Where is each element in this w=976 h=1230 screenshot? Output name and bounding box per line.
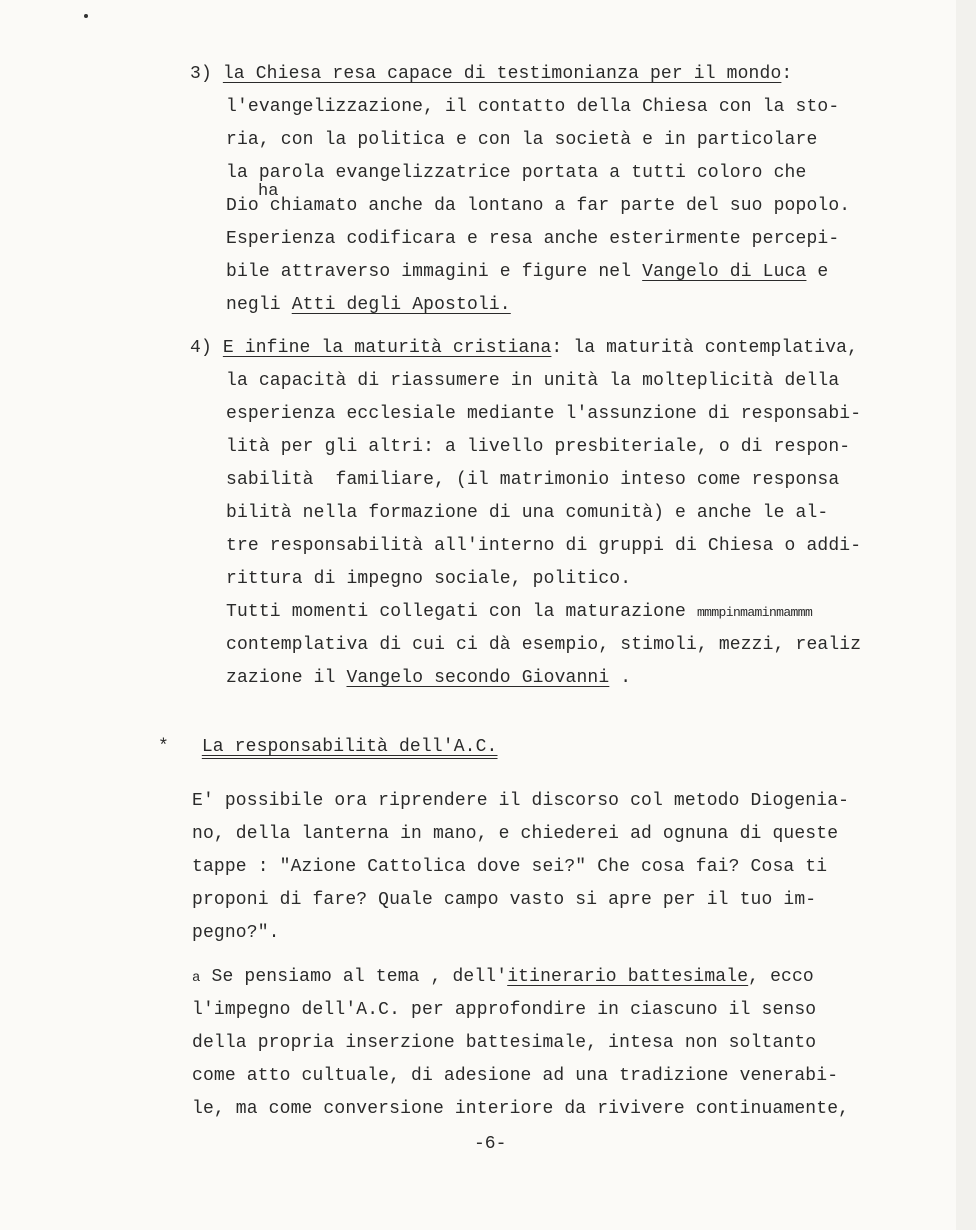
item4-line-6: tre responsabilità all'interno di gruppi di Chiesa o addi- (226, 536, 862, 556)
para2-line-1-prefix: Se pensiamo al tema , dell' (211, 967, 508, 987)
item4-line-10 (226, 666, 631, 690)
item4-line-10-prefix: zazione il (226, 668, 347, 688)
para2-line-1-suffix: , ecco (748, 967, 814, 987)
item3-line-1: l'evangelizzazione, il contatto della Chiesa con la sto- (226, 97, 840, 117)
item4-title-rest: : la maturità contemplativa, (551, 338, 859, 358)
item3-heading-line (190, 62, 792, 86)
para2-marker: a (192, 970, 201, 986)
item4-number: 4) (190, 338, 212, 358)
section-bullet: * (158, 737, 169, 757)
item4-line-8-text: Tutti momenti collegati con la maturazione (226, 602, 697, 622)
item4-line-8 (226, 600, 812, 625)
item3-number: 3) (190, 64, 212, 84)
item3-line-2: ria, con la politica e con la società e in particolare (226, 130, 818, 150)
para1-line-5: pegno?". (192, 923, 280, 943)
item4-line-1: la capacità di riassumere in unità la molteplicità della (226, 371, 840, 391)
para1-line-3: tappe : "Azione Cattolica dove sei?" Che cosa fai? Cosa ti (192, 857, 828, 877)
page-number: -6- (474, 1134, 507, 1154)
item4-title: E infine la maturità cristiana (222, 338, 552, 358)
item3-line-6 (226, 260, 828, 284)
item3-line-7 (226, 293, 511, 317)
item3-title: la Chiesa resa capace di testimonianza per il mondo (222, 64, 782, 84)
para2-line-2: l'impegno dell'A.C. per approfondire in ciascuno il senso (192, 1000, 817, 1020)
ref-vangelo-giovanni: Vangelo secondo Giovanni (346, 668, 610, 688)
para2-line-3: della propria inserzione battesimale, intesa non soltanto (192, 1033, 817, 1053)
item3-line-3: la parola evangelizzatrice portata a tutti coloro che (226, 163, 807, 183)
item4-line-3: lità per gli altri: a livello presbiteriale, o di respon- (226, 437, 851, 457)
item4-line-10-tail: . (609, 668, 632, 688)
item4-line-2: esperienza ecclesiale mediante l'assunzione di responsabi- (226, 404, 862, 424)
item3-line-5: Esperienza codificara e resa anche esterirmente percepi- (226, 229, 840, 249)
item3-superscript-insert: ha (258, 182, 279, 201)
item3-line-6-tail: e (806, 262, 829, 282)
ref-atti-apostoli: Atti degli Apostoli. (291, 295, 511, 315)
para1-line-2: no, della lanterna in mano, e chiederei ad ognuna di queste (192, 824, 839, 844)
section-heading-line (158, 735, 498, 759)
item4-line-4: sabilità familiare, (il matrimonio inteso come responsa (226, 470, 840, 490)
item4-line-5: bilità nella formazione di una comunità) e anche le al- (226, 503, 829, 523)
ref-vangelo-luca: Vangelo di Luca (642, 262, 807, 282)
para2-line-1 (192, 965, 814, 990)
item3-line-7-prefix: negli (226, 295, 292, 315)
item3-line-4: Dio chiamato anche da lontano a far parte del suo popolo. (226, 196, 851, 216)
item4-heading-line (190, 336, 858, 360)
item3-line-6-text: bile attraverso immagini e figure nel (226, 262, 643, 282)
para1-line-4: proponi di fare? Quale campo vasto si apre per il tuo im- (192, 890, 817, 910)
page-edge-shadow (956, 0, 976, 1230)
overstrike-text: mmmpinmaminmammm (696, 605, 813, 620)
para2-line-4: come atto cultuale, di adesione ad una tradizione venerabi- (192, 1066, 839, 1086)
para2-line-5: le, ma come conversione interiore da rivivere continuamente, (192, 1099, 850, 1119)
para1-line-1: E' possibile ora riprendere il discorso col metodo Diogenia- (192, 791, 850, 811)
section-heading: La responsabilità dell'A.C. (201, 737, 498, 757)
item3-title-colon: : (781, 64, 793, 84)
item4-line-9: contemplativa di cui ci dà esempio, stimoli, mezzi, realiz (226, 635, 862, 655)
item4-line-7: rittura di impegno sociale, politico. (226, 569, 632, 589)
ref-itinerario-battesimale: itinerario battesimale (507, 967, 749, 987)
ink-speck (84, 14, 88, 18)
